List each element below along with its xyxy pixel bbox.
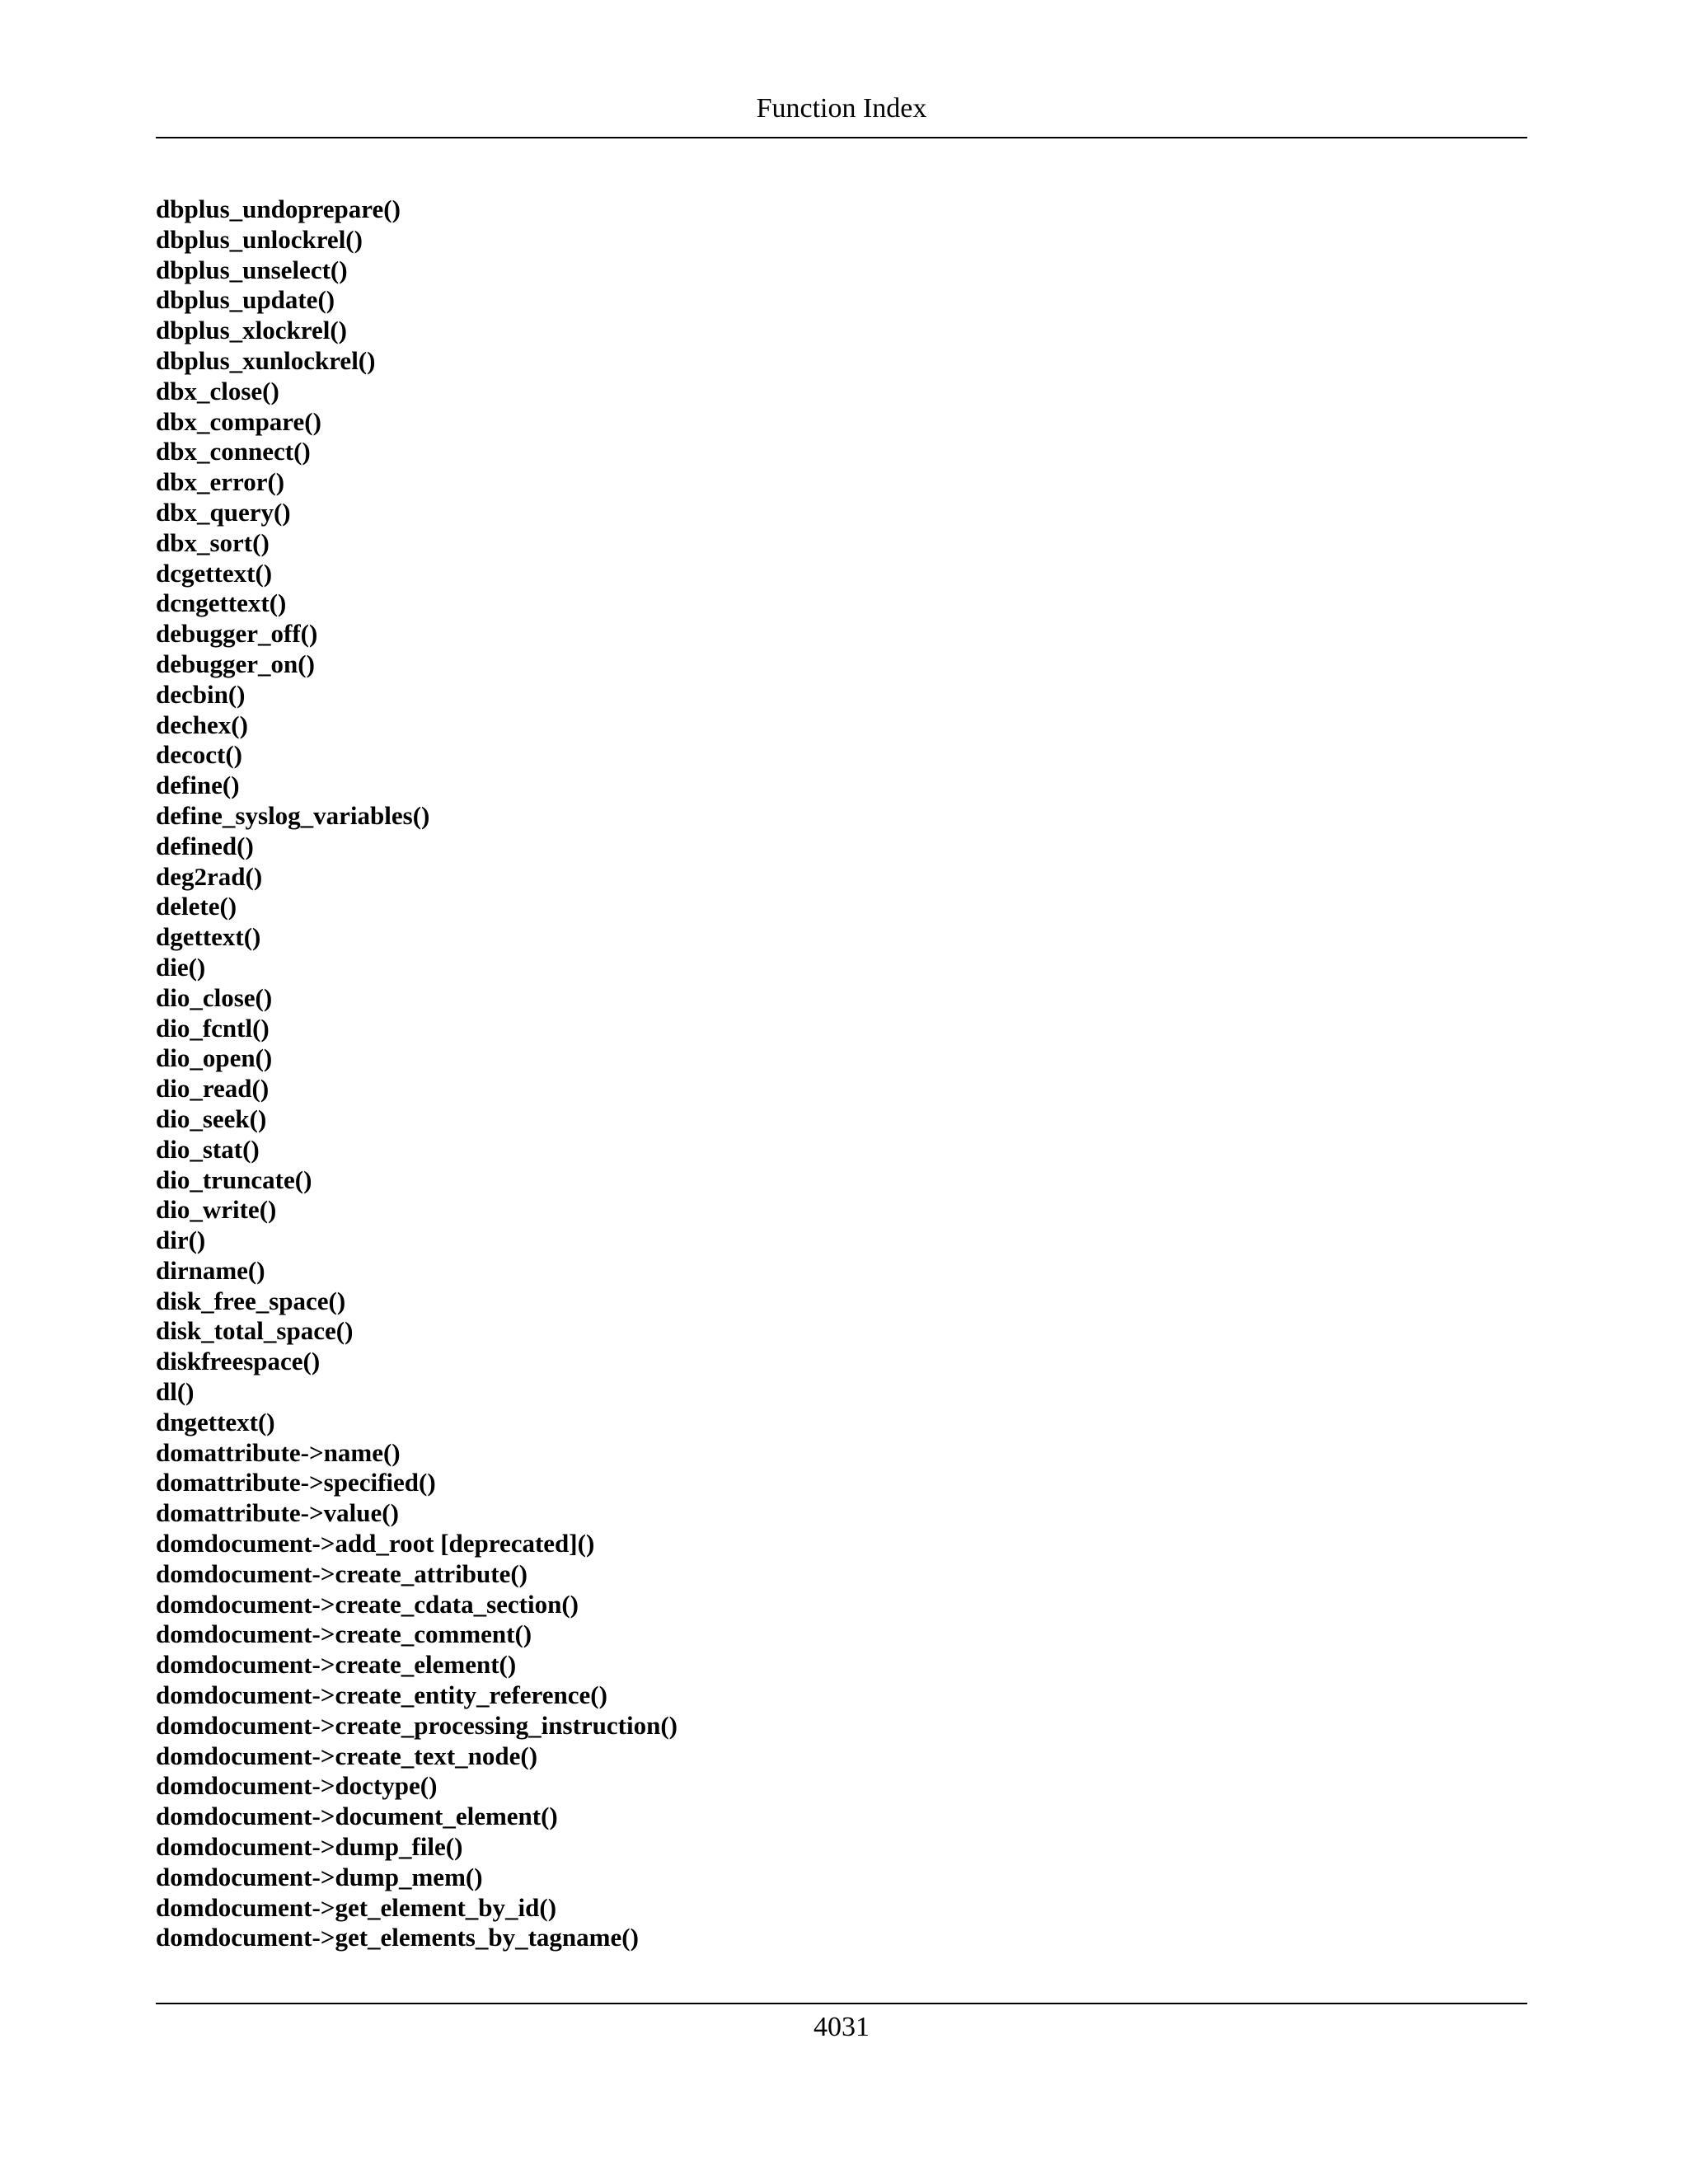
index-entry[interactable]: dgettext() [156, 922, 261, 952]
index-entry[interactable]: dio_close() [156, 982, 273, 1012]
index-entry[interactable]: delete() [156, 892, 237, 921]
index-entry[interactable]: domdocument->create_cdata_section() [156, 1589, 579, 1619]
index-entry[interactable]: disk_total_space() [156, 1316, 354, 1346]
index-entry[interactable]: dio_write() [156, 1195, 277, 1225]
index-entry[interactable]: domattribute->value() [156, 1498, 399, 1528]
header-rule [156, 137, 1527, 138]
index-entry[interactable]: domdocument->document_element() [156, 1802, 558, 1831]
page-header-title: Function Index [756, 93, 927, 124]
index-entry[interactable]: domdocument->dump_mem() [156, 1862, 483, 1891]
index-entry[interactable]: domattribute->name() [156, 1437, 401, 1467]
index-entry[interactable]: defined() [156, 831, 254, 860]
index-entry[interactable]: dbplus_unlockrel() [156, 224, 363, 254]
index-entry[interactable]: domdocument->doctype() [156, 1771, 438, 1801]
index-entry[interactable]: domattribute->specified() [156, 1468, 436, 1497]
index-entry[interactable]: dbplus_xunlockrel() [156, 345, 376, 375]
index-entry[interactable]: diskfreespace() [156, 1347, 321, 1376]
index-entry[interactable]: domdocument->create_processing_instruction() [156, 1710, 678, 1740]
index-entry[interactable]: dl() [156, 1377, 195, 1407]
index-entry[interactable]: deg2rad() [156, 861, 263, 891]
index-entry[interactable]: dirname() [156, 1255, 265, 1285]
index-entry[interactable]: dbx_query() [156, 497, 291, 527]
index-entry[interactable]: domdocument->create_attribute() [156, 1558, 528, 1588]
index-entry[interactable]: dbx_error() [156, 467, 285, 497]
index-entry[interactable]: dbx_sort() [156, 527, 270, 557]
index-entry[interactable]: dbx_compare() [156, 406, 321, 436]
index-entry[interactable]: define() [156, 771, 240, 800]
index-entry[interactable]: domdocument->add_root [deprecated]() [156, 1529, 595, 1558]
index-entry[interactable]: dio_seek() [156, 1104, 267, 1133]
index-entry[interactable]: dcgettext() [156, 558, 273, 588]
index-entry[interactable]: debugger_on() [156, 649, 315, 678]
footer-rule [156, 2003, 1527, 2004]
index-entry[interactable]: domdocument->get_element_by_id() [156, 1892, 557, 1922]
index-entry[interactable]: define_syslog_variables() [156, 800, 430, 830]
index-entry[interactable]: dbx_connect() [156, 437, 311, 466]
index-entry[interactable]: dir() [156, 1226, 206, 1255]
index-entry[interactable]: dbplus_unselect() [156, 255, 348, 284]
index-entry[interactable]: domdocument->get_elements_by_tagname() [156, 1923, 639, 1952]
index-entry[interactable]: decoct() [156, 740, 242, 770]
page-number: 4031 [814, 2012, 870, 2042]
index-entry[interactable]: dio_read() [156, 1074, 270, 1104]
index-entry[interactable]: debugger_off() [156, 619, 318, 649]
index-entry[interactable]: decbin() [156, 679, 246, 709]
index-entry[interactable]: domdocument->dump_file() [156, 1832, 463, 1862]
index-entry[interactable]: dbplus_xlockrel() [156, 316, 347, 345]
index-entry[interactable]: dbplus_undoprepare() [156, 194, 401, 223]
index-entry[interactable]: dngettext() [156, 1407, 275, 1436]
index-entry[interactable]: dechex() [156, 710, 248, 739]
index-entry[interactable]: domdocument->create_entity_reference() [156, 1680, 607, 1710]
index-entry[interactable]: dio_truncate() [156, 1165, 312, 1194]
index-entry[interactable]: die() [156, 952, 206, 982]
index-entry[interactable]: dbplus_update() [156, 285, 335, 315]
index-entry[interactable]: domdocument->create_comment() [156, 1619, 532, 1649]
index-entry[interactable]: dcngettext() [156, 588, 287, 618]
index-entry[interactable]: dio_stat() [156, 1134, 260, 1164]
function-index-list [156, 194, 1527, 1953]
index-entry[interactable]: disk_free_space() [156, 1286, 346, 1315]
index-entry[interactable]: dio_open() [156, 1043, 273, 1073]
index-entry[interactable]: domdocument->create_text_node() [156, 1741, 538, 1770]
index-entry[interactable]: dbx_close() [156, 376, 279, 405]
index-entry[interactable]: dio_fcntl() [156, 1013, 270, 1043]
index-entry[interactable]: domdocument->create_element() [156, 1650, 517, 1680]
